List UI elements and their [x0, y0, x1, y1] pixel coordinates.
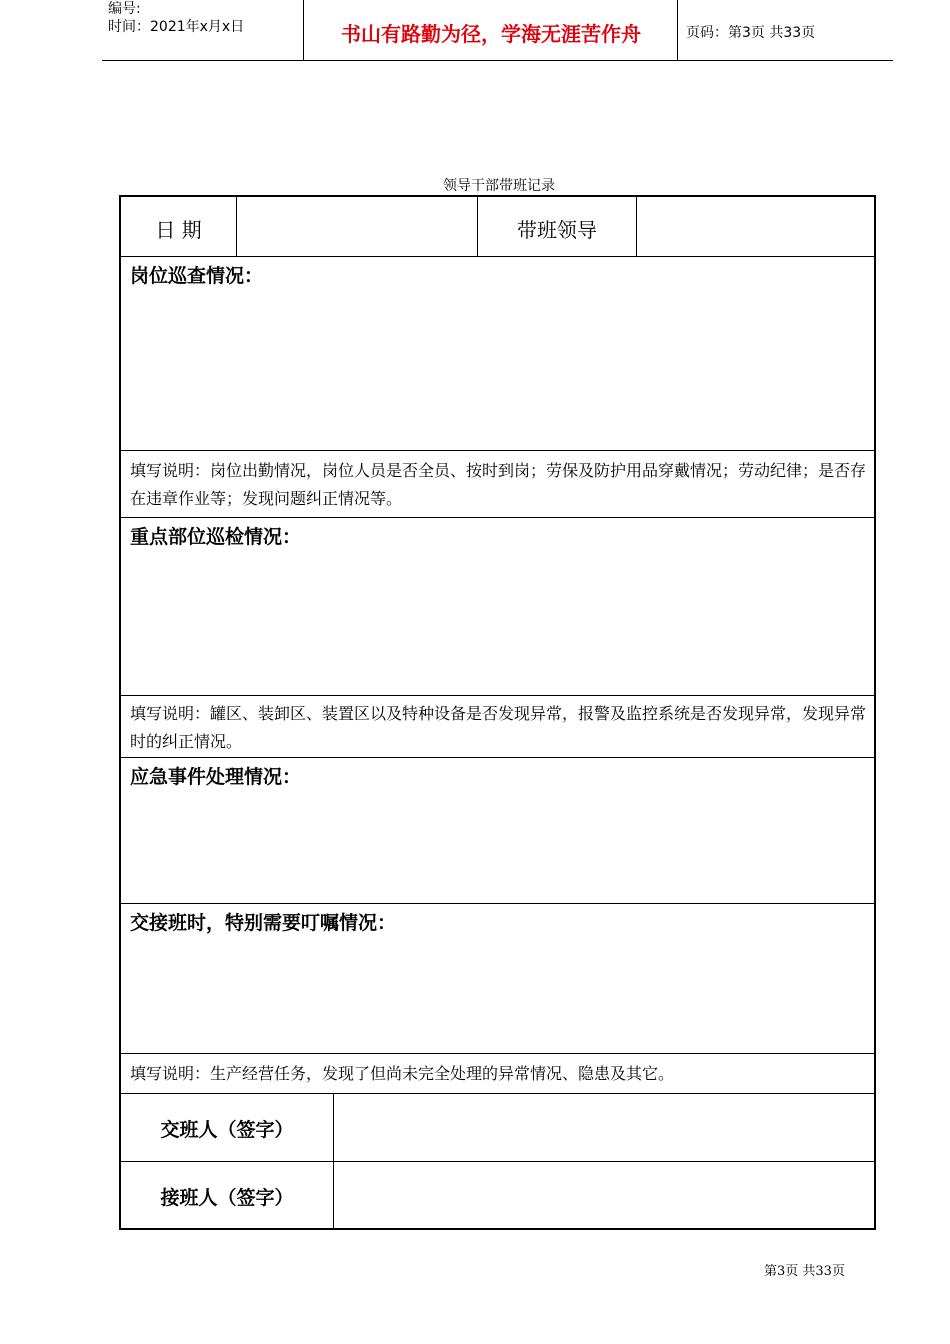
date-field[interactable]	[237, 197, 477, 256]
row-divider	[121, 757, 874, 758]
receiver-person-label: 接班人（签字）	[160, 1187, 294, 1209]
row-divider	[121, 903, 874, 904]
post-inspection-content[interactable]	[121, 289, 874, 450]
handover-notes-title: 交接班时，特别需要叮嘱情况：	[130, 912, 397, 934]
post-inspection-note: 填写说明：岗位出勤情况，岗位人员是否全员、按时到岗；劳保及防护用品穿戴情况；劳动纪律；是否存在违章作业等；发现问题纠正情况等。	[130, 461, 867, 508]
duty-record-form	[119, 195, 876, 1230]
emergency-handling-title: 应急事件处理情况：	[130, 766, 302, 788]
leader-label: 带班领导	[517, 218, 597, 242]
footer-page-info: 第3页 共33页	[764, 1264, 845, 1279]
header-page-info: 页码：第3页 共33页	[686, 25, 816, 41]
key-area-inspection-content[interactable]	[121, 550, 874, 695]
handover-person-label: 交班人（签字）	[160, 1119, 294, 1141]
key-area-inspection-title: 重点部位巡检情况：	[130, 526, 302, 548]
handover-notes-note: 填写说明：生产经营任务，发现了但尚未完全处理的异常情况、隐患及其它。	[130, 1064, 675, 1083]
time-label: 时间：2021年x月x日	[108, 19, 245, 35]
receiver-signature-field[interactable]	[334, 1162, 874, 1228]
header-divider	[677, 0, 678, 61]
row-divider	[121, 517, 874, 518]
header-meta	[108, 0, 244, 36]
handover-notes-content[interactable]	[121, 936, 874, 1053]
leader-field[interactable]	[637, 197, 874, 256]
handover-signature-field[interactable]	[334, 1094, 874, 1161]
header-divider	[303, 0, 304, 61]
serial-number-label: 编号:	[108, 1, 141, 17]
header-motto: 书山有路勤为径，学海无涯苦作舟	[341, 22, 641, 46]
post-inspection-title: 岗位巡查情况：	[130, 265, 264, 287]
document-title: 领导干部带班记录	[443, 178, 555, 194]
key-area-inspection-note: 填写说明：罐区、装卸区、装置区以及特种设备是否发现异常，报警及监控系统是否发现异常，发现异常时的纠正情况。	[130, 704, 867, 751]
row-divider	[121, 695, 874, 696]
row-divider	[121, 1053, 874, 1054]
header-rule	[102, 60, 893, 61]
row-divider	[121, 256, 874, 257]
emergency-handling-content[interactable]	[121, 790, 874, 903]
date-label: 日 期	[155, 218, 202, 242]
row-divider	[121, 450, 874, 451]
